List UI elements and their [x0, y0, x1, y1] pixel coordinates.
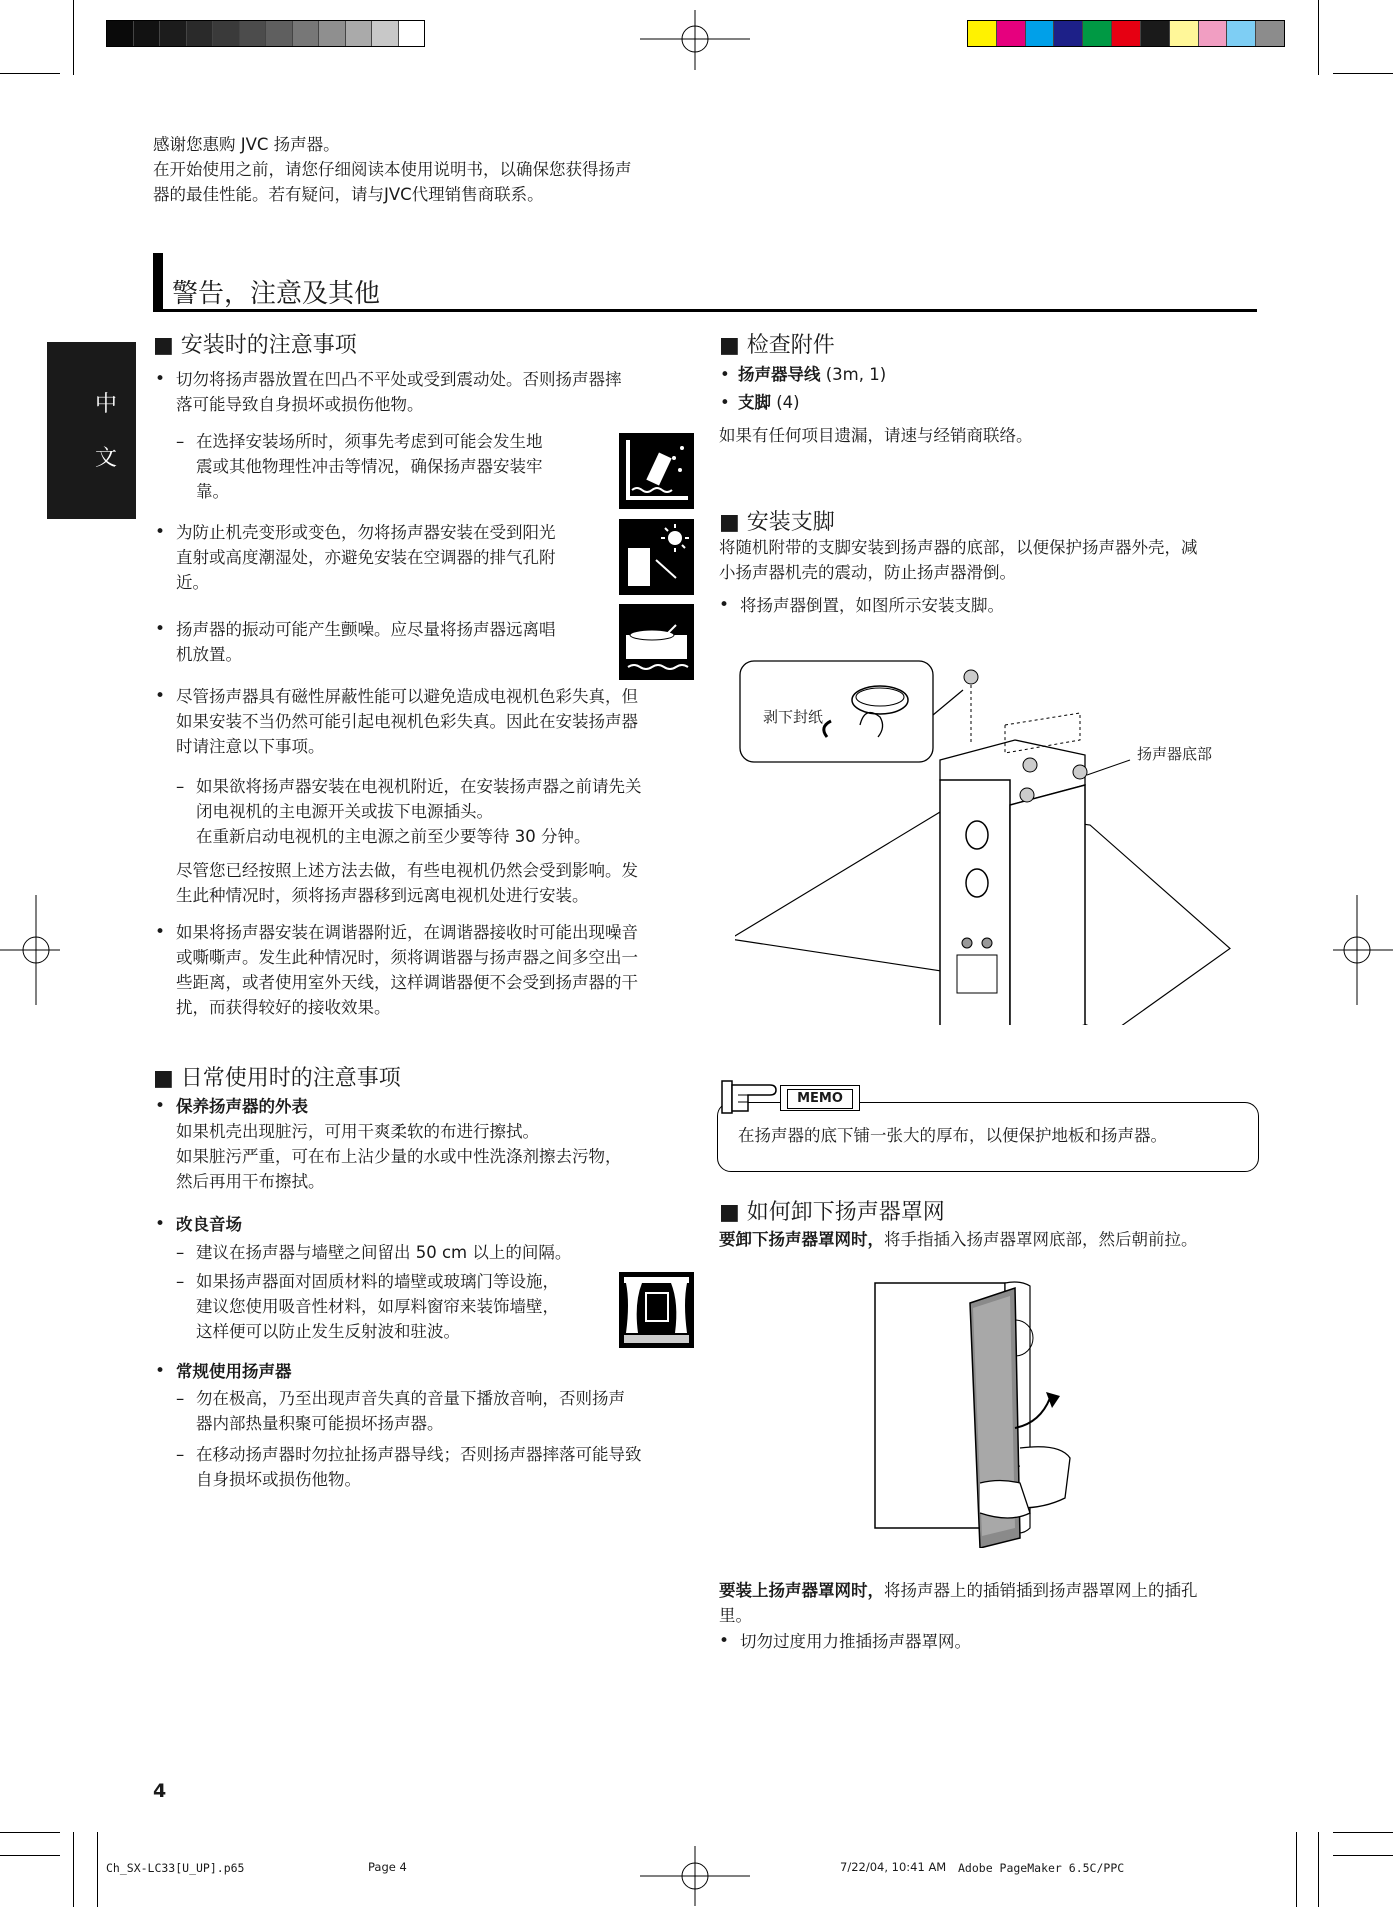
dash-item — [196, 1240, 696, 1265]
bullet-item — [176, 684, 696, 759]
text-line: 如果安装不当仍然可能引起电视机色彩失真。因此在安装扬声器 — [176, 712, 638, 731]
text-line: 震或其他物理性冲击等情况，确保扬声器安装牢 — [196, 457, 543, 476]
page-number: 4 — [153, 1780, 167, 1802]
footer-date: 7/22/04, 10:41 AM — [840, 1860, 947, 1874]
language-side-tab — [47, 342, 136, 519]
instruction-text: 将手指插入扬声器罩网底部，然后朝前拉。 — [884, 1230, 1198, 1249]
text-line: – 勿在极高，乃至出现声音失真的音量下播放音响，否则扬声 — [196, 1389, 625, 1408]
color-swatch — [1199, 21, 1228, 46]
grille-attach-instruction — [719, 1578, 1259, 1628]
bullet-item — [176, 1094, 696, 1194]
dash-item — [196, 1442, 696, 1492]
text-line: – 在移动扬声器时勿拉扯扬声器导线；否则扬声器摔落可能导致 — [196, 1445, 642, 1464]
text-line: 这样便可以防止发生反射波和驻波。 — [196, 1322, 460, 1341]
intro-text — [153, 132, 632, 207]
bullet-item — [176, 1212, 696, 1237]
text-line — [719, 1578, 1259, 1603]
paragraph — [176, 858, 696, 908]
gray-swatch — [266, 21, 293, 46]
text-line: 将随机附带的支脚安装到扬声器的底部，以便保护扬声器外壳，减 — [719, 538, 1198, 557]
grille-heading: ■ 如何卸下扬声器罩网 — [719, 1200, 945, 1225]
text-line: 小扬声器机壳的震动，防止扬声器滑倒。 — [719, 563, 1016, 582]
gray-swatch — [134, 21, 161, 46]
accessories-heading: ■ 检查附件 — [719, 333, 835, 358]
section-title-accent — [153, 253, 163, 311]
section-title: 警告，注意及其他 — [172, 279, 381, 309]
intro-line: 感谢您惠购 JVC 扬声器。 — [153, 135, 340, 154]
text-line: – 在选择安装场所时，须事先考虑到可能会发生地 — [196, 432, 543, 451]
gray-swatch — [213, 21, 240, 46]
text-line: 些距离，或者使用室外天线，这样调谐器便不会受到扬声器的干 — [176, 973, 638, 992]
text-line: – 如果扬声器面对固质材料的墙壁或玻璃门等设施， — [196, 1272, 559, 1291]
text-line: 建议您使用吸音性材料，如厚料窗帘来装饰墙壁， — [196, 1297, 559, 1316]
side-tab-char: 中 — [95, 392, 118, 417]
accessory-name: 支脚 — [738, 393, 771, 412]
text-line: • 为防止机壳变形或变色，勿将扬声器安装在受到阳光 — [176, 523, 556, 542]
gray-swatch — [372, 21, 399, 46]
registration-mark-left — [0, 895, 60, 1005]
grille-remove-instruction — [719, 1227, 1198, 1252]
instruction-lead: 要装上扬声器罩网时， — [719, 1581, 884, 1600]
color-swatch — [1141, 21, 1170, 46]
accessory-note: 如果有任何项目遗漏，请速与经销商联络。 — [719, 426, 1033, 445]
figure-label-speaker-bottom: 扬声器底部 — [1137, 745, 1213, 763]
bullet-item — [176, 1359, 696, 1384]
text-line: 器内部热量积聚可能损坏扬声器。 — [196, 1414, 444, 1433]
accessory-qty: (3m, 1) — [820, 365, 887, 384]
accessory-qty: (4) — [771, 393, 800, 412]
gray-swatch — [160, 21, 187, 46]
intro-line: 在开始使用之前，请您仔细阅读本使用说明书，以确保您获得扬声 — [153, 160, 632, 179]
text-line: 尽管您已经按照上述方法去做，有些电视机仍然会受到影响。发 — [176, 861, 638, 880]
feet-heading: ■ 安装支脚 — [719, 510, 835, 535]
side-tab-char: 文 — [95, 446, 118, 471]
text-line: 生此种情况时，须将扬声器移到远离电视机处进行安装。 — [176, 886, 589, 905]
bullet-title: • 保养扬声器的外表 — [176, 1097, 308, 1116]
color-swatch — [1170, 21, 1199, 46]
accessory-item: • 扬声器导线 (3m, 1) — [720, 365, 887, 384]
bullet-title: • 常规使用扬声器 — [176, 1362, 292, 1381]
gray-swatch — [240, 21, 267, 46]
install-heading: ■ 安装时的注意事项 — [153, 333, 357, 358]
section-title-rule — [153, 309, 1257, 312]
text-line: • 如果将扬声器安装在调谐器附近，在调谐器接收时可能出现噪音 — [176, 923, 638, 942]
dash-item — [196, 429, 616, 504]
color-swatch — [1026, 21, 1055, 46]
text-line: 直射或高度潮湿处，亦避免安装在空调器的排气孔附 — [176, 548, 556, 567]
color-swatch — [1256, 21, 1284, 46]
text-line: 或嘶嘶声。发生此种情况时，须将调谐器与扬声器之间多空出一 — [176, 948, 638, 967]
bullet-title: • 改良音场 — [176, 1215, 242, 1234]
sunlight-warning-icon — [619, 519, 694, 595]
instruction-text: 将扬声器上的插销插到扬声器罩网上的插孔 — [884, 1581, 1198, 1600]
text-line: – 如果欲将扬声器安装在电视机附近，在安装扬声器之前请先关 — [196, 777, 642, 796]
memo-text: 在扬声器的底下铺一张大的厚布，以便保护地板和扬声器。 — [738, 1126, 1167, 1145]
footer-app: Adobe PageMaker 6.5C/PPC — [958, 1861, 1125, 1875]
instruction-lead: 要卸下扬声器罩网时， — [719, 1230, 884, 1249]
accessory-item: • 支脚 (4) — [720, 393, 800, 412]
footer-filename: Ch_SX-LC33[U_UP].p65 — [106, 1861, 245, 1875]
grayscale-control-bar — [106, 20, 425, 47]
figure-label-peel: 剥下封纸 — [763, 708, 824, 726]
text-line: 扰，而获得较好的接收效果。 — [176, 998, 391, 1017]
gray-swatch — [399, 21, 425, 46]
bullet-item — [176, 617, 616, 667]
text-line: 在重新启动电视机的主电源之前至少要等待 30 分钟。 — [196, 827, 591, 846]
intro-line: 器的最佳性能。若有疑问，请与JVC代理销售商联系。 — [153, 185, 544, 204]
color-control-bar — [967, 20, 1285, 47]
text-line: 时请注意以下事项。 — [176, 737, 325, 756]
registration-mark-bottom — [640, 1846, 750, 1906]
text-line: 然后再用干布擦拭。 — [176, 1172, 325, 1191]
text-line: – 建议在扬声器与墙壁之间留出 50 cm 以上的间隔。 — [196, 1243, 572, 1262]
feet-paragraph — [719, 535, 1259, 585]
memo-label — [780, 1085, 860, 1111]
footer-page: Page 4 — [368, 1860, 407, 1874]
daily-use-heading: ■ 日常使用时的注意事项 — [153, 1066, 401, 1091]
bullet-item: • 切勿过度用力推插扬声器罩网。 — [740, 1629, 971, 1654]
turntable-warning-icon — [619, 604, 694, 680]
text-line: 落可能导致自身损坏或损伤他物。 — [176, 395, 424, 414]
color-swatch — [1112, 21, 1141, 46]
text-line: 如果机壳出现脏污，可用干爽柔软的布进行擦拭。 — [176, 1122, 539, 1141]
accessory-name: 扬声器导线 — [738, 365, 821, 384]
gray-swatch — [293, 21, 320, 46]
bullet-item — [176, 920, 696, 1020]
gray-swatch — [319, 21, 346, 46]
text-line: 靠。 — [196, 482, 229, 501]
color-swatch — [1083, 21, 1112, 46]
text-line: 闭电视机的主电源开关或拔下电源插头。 — [196, 802, 493, 821]
gray-swatch — [187, 21, 214, 46]
dash-item — [196, 774, 696, 849]
color-swatch — [968, 21, 997, 46]
registration-mark-top — [640, 10, 750, 70]
pointing-hand-icon — [718, 1073, 778, 1117]
bullet-item — [176, 520, 616, 595]
color-swatch — [1227, 21, 1256, 46]
registration-mark-right — [1333, 895, 1393, 1005]
text-line: • 扬声器的振动可能产生颤噪。应尽量将扬声器远离唱 — [176, 620, 556, 639]
bullet-item: • 将扬声器倒置，如图所示安装支脚。 — [740, 593, 1004, 618]
dash-item — [196, 1386, 696, 1436]
gray-swatch — [107, 21, 134, 46]
text-line: 如果脏污严重，可在布上沾少量的水或中性洗涤剂擦去污物， — [176, 1147, 622, 1166]
text-line: 里。 — [719, 1606, 752, 1625]
memo-label-text: MEMO — [787, 1089, 853, 1109]
color-swatch — [1054, 21, 1083, 46]
gray-swatch — [346, 21, 373, 46]
earthquake-warning-icon — [619, 433, 694, 509]
dash-item — [196, 1269, 616, 1344]
text-line: • 尽管扬声器具有磁性屏蔽性能可以避免造成电视机色彩失真，但 — [176, 687, 638, 706]
bullet-item — [176, 367, 696, 417]
text-line: 近。 — [176, 573, 209, 592]
text-line: 自身损坏或损伤他物。 — [196, 1470, 361, 1489]
curtain-room-icon — [619, 1272, 694, 1348]
grille-removal-figure — [870, 1278, 1090, 1548]
text-line: 机放置。 — [176, 645, 242, 664]
color-swatch — [997, 21, 1026, 46]
text-line: • 切勿将扬声器放置在凹凸不平处或受到震动处。否则扬声器摔 — [176, 370, 622, 389]
